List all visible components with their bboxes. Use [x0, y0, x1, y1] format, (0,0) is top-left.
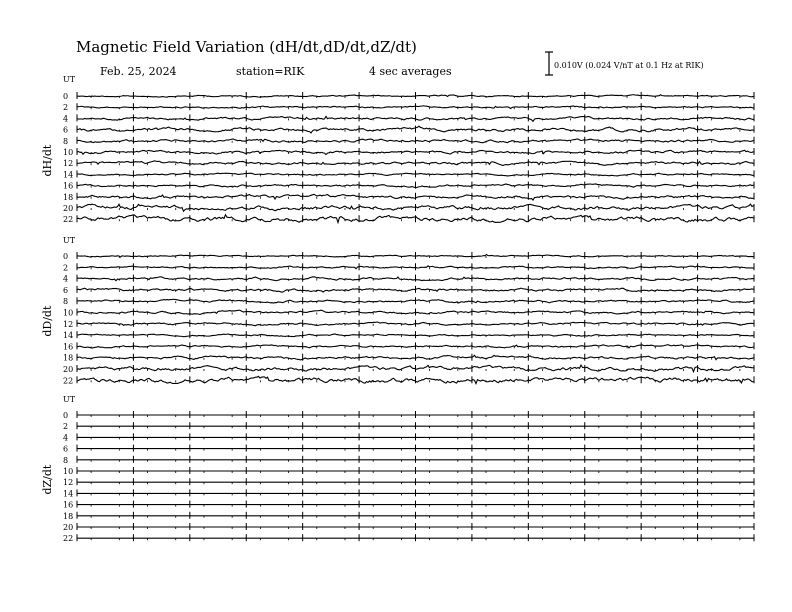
scale-bar	[545, 52, 553, 75]
row-label: 18	[63, 353, 74, 363]
row-label: 8	[63, 136, 69, 146]
row-label: 4	[63, 114, 69, 124]
row-label: 20	[63, 365, 74, 374]
row-label: 6	[63, 125, 69, 135]
row-label: 8	[63, 455, 69, 465]
station-label: station=RIK	[236, 65, 305, 78]
row-label: 22	[63, 376, 74, 386]
row-label: 0	[63, 92, 69, 101]
row-label: 2	[63, 103, 69, 113]
row-label: 16	[63, 181, 74, 191]
averaging-label: 4 sec averages	[369, 65, 452, 78]
row-label: 0	[63, 411, 69, 420]
row-label: 4	[63, 274, 69, 284]
row-label: 10	[63, 308, 74, 318]
y-axis-label: dH/dt	[41, 144, 54, 177]
y-axis-label: dD/dt	[41, 305, 54, 337]
row-label: 14	[63, 331, 74, 341]
row-label: 12	[63, 478, 74, 488]
ut-axis-label: UT	[63, 236, 76, 245]
row-label: 12	[63, 319, 74, 329]
ut-axis-label: UT	[63, 75, 76, 84]
date-label: Feb. 25, 2024	[100, 65, 177, 78]
panel-dH-dt	[41, 75, 754, 224]
scale-label: 0.010V (0.024 V/nT at 0.1 Hz at RIK)	[554, 61, 704, 70]
panel-dZ-dt	[41, 395, 754, 543]
row-label: 20	[63, 523, 74, 532]
row-label: 2	[63, 422, 69, 432]
row-label: 18	[63, 192, 74, 202]
panel-dD-dt	[41, 236, 754, 385]
row-label: 20	[63, 204, 74, 213]
ut-axis-label: UT	[63, 395, 76, 404]
row-label: 10	[63, 467, 74, 476]
row-label: 4	[63, 433, 69, 443]
y-axis-label: dZ/dt	[41, 464, 54, 495]
row-label: 14	[63, 170, 74, 180]
chart-title: Magnetic Field Variation (dH/dt,dD/dt,dZ/dt)	[76, 38, 417, 56]
row-label: 16	[63, 500, 74, 510]
row-label: 22	[63, 534, 74, 544]
row-label: 12	[63, 159, 74, 169]
row-label: 6	[63, 444, 69, 454]
row-label: 18	[63, 511, 74, 521]
row-label: 10	[63, 148, 74, 157]
row-label: 0	[63, 252, 69, 261]
row-label: 16	[63, 342, 74, 352]
row-label: 6	[63, 285, 69, 295]
row-label: 14	[63, 489, 74, 499]
row-label: 2	[63, 263, 69, 273]
row-label: 8	[63, 297, 69, 307]
row-label: 22	[63, 215, 74, 225]
